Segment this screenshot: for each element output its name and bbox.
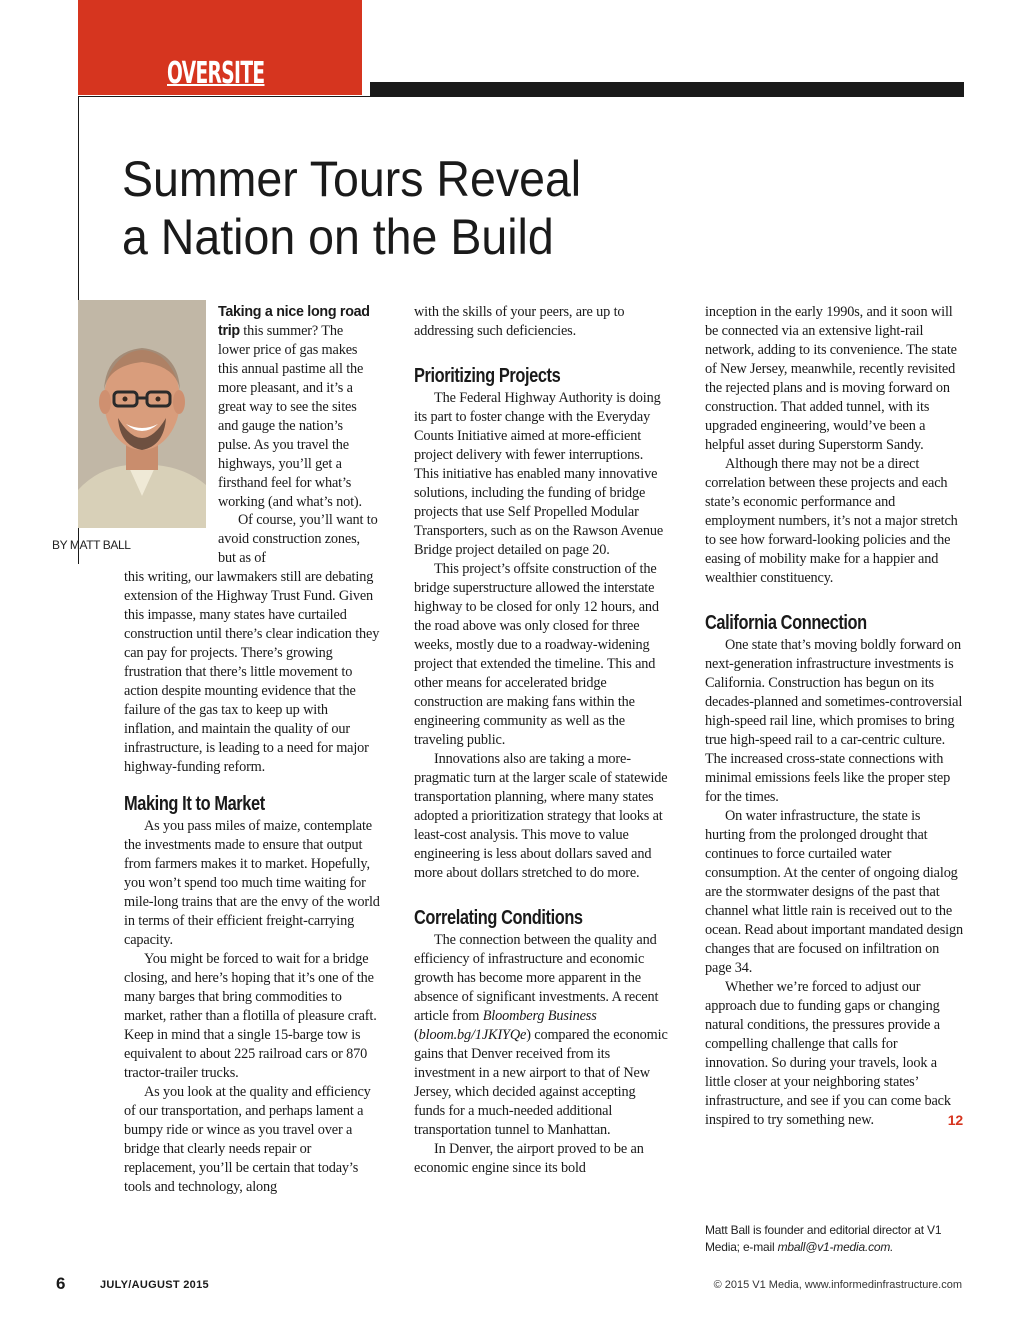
section-title: OVERSITE — [167, 56, 265, 91]
paragraph: Of course, you’ll want to avoid construction zones, but as of — [218, 512, 378, 566]
text: ( — [414, 1027, 419, 1043]
paragraph: In Denver, the airport proved to be an economic engine since its bold — [414, 1141, 644, 1176]
paragraph: with the skills of your peers, are up to addressing such deficiencies. — [414, 304, 625, 339]
column-2 — [414, 303, 668, 1178]
bio-text: Matt Ball is founder and editorial director at V1 Media; e-mail — [705, 1223, 942, 1254]
article-link[interactable]: bloom.bg/1JKIYQe — [418, 1027, 527, 1043]
subhead-making-it-to-market: Making It to Market — [124, 793, 265, 815]
subhead-correlating-conditions: Correlating Conditions — [414, 907, 583, 929]
column-1-mid — [218, 511, 378, 568]
paragraph: As you pass miles of maize, contemplate the investments made to ensure that output from farmers makes it to market. Hopefully, you won’t spend too much time waiting for mile-long trains that are the envy of the world in terms of their efficient freight-carrying capacity. — [124, 818, 380, 948]
intro-text: this summer? The lower price of gas makes this annual pastime all the more pleasant, and it’s a great way to see the sites and gauge the nation’s pulse. As you travel the highways, you’ll get a firsthand feel for what’s working (and what’s not). — [218, 323, 364, 510]
paragraph: You might be forced to wait for a bridge closing, and here’s hoping that it’s one of the many barges that bring commodities to market, rather than a flotilla of pleasure craft. Keep in mind that a single 15-barge tow is equivalent to about 225 railroad cars or 870 tractor-trailer trucks. — [124, 951, 377, 1081]
paragraph: Innovations also are taking a more-pragmatic turn at the larger scale of statewide transportation planning, where many states adopted a prioritization strategy that looks at least-cost analysis. This move to value engineering is less about dollars saved and more about dollars stretched to do more. — [414, 751, 668, 881]
text: The connection between the quality and efficiency of infrastructure and economic growth has become more apparent in the absence of significant investments. A recent article from — [414, 932, 659, 1024]
end-mark: 12 — [947, 1112, 963, 1128]
paragraph — [705, 978, 963, 1130]
paragraph: On water infrastructure, the state is hurting from the prolonged drought that continues to force curtailed water consumption. At the center of ongoing dialog are the stormwater designs of the past that channel what little rain is received out to the ocean. Read about important mandated design changes that are focused on infiltration on page 34. — [705, 808, 963, 976]
subhead-prioritizing-projects: Prioritizing Projects — [414, 365, 561, 387]
paragraph: This project’s offsite construction of the bridge superstructure allowed the interstate highway to be closed for only 12 hours, and the road above was only closed for three weeks, mostly due to a roadway-widening project that extended the timeline. This and other means for accelerated bridge construction are making fans within the engineering community as well as the traveling public. — [414, 561, 659, 748]
paragraph: One state that’s moving boldly forward on next-generation infrastructure investments is California. Construction has begun on its decades-planned and sometimes-controversial high-speed rail line, which promises to bring true high-speed rail to a car-centric culture. The increased cross-state connections with minimal emissions feels like the proper step for the times. — [705, 637, 963, 805]
headline-line-1: Summer Tours Reveal — [122, 151, 582, 207]
byline: BY MATT BALL — [52, 538, 131, 552]
author-photo — [78, 300, 206, 528]
paragraph: this writing, our lawmakers still are debating extension of the Highway Trust Fund. Given this impasse, many states have curtailed construction until there’s clear indication they can pay for projects. There’s growing frustration that there’s little movement to action despite mounting evidence that the failure of the gas tax to keep up with inflation, and maintain the quality of our infrastructure, is leading to a need for major highway-funding reform. — [124, 569, 380, 775]
subhead-california-connection: California Connection — [705, 612, 867, 634]
author-bio — [705, 1222, 963, 1256]
email-link[interactable]: mball@v1-media.com. — [777, 1240, 894, 1254]
text: Whether we’re forced to adjust our approach due to funding gaps or changing natural conditions, the pressures provide a compelling challenge that calls for innovation. So during your travels, look a little closer at your neighboring states’ infrastructure, and see if you can come back inspired to try something new. — [705, 979, 951, 1128]
column-1-top — [218, 303, 378, 512]
paragraph: The Federal Highway Authority is doing its part to foster change with the Everyday Counts Initiative aimed at more-efficient project delivery with fewer interruptions. This initiative has enabled many innovative solutions, including the funding of bridge projects that use Self Propelled Modular Transporters, such as on the Rawson Avenue Bridge project detailed on page 20. — [414, 390, 664, 558]
paragraph: Although there may not be a direct correlation between these projects and each state’s economic performance and employment numbers, it’s not a major stretch to see how forward-looking policies and the easing of mobility make for a happier and wealthier constituency. — [705, 456, 958, 586]
paragraph: inception in the early 1990s, and it soon will be connected via an extensive light-rail network, adding to its convenience. The state of New Jersey, meanwhile, recently revisited the rejected plans and is moving forward on construction. That added tunnel, with its upgraded engineering, would’ve been a helpful asset during Superstorm Sandy. — [705, 304, 957, 453]
intro-paragraph — [218, 303, 378, 512]
issue-date: JULY/AUGUST 2015 — [100, 1279, 209, 1291]
column-3 — [705, 303, 963, 1130]
publication-name: Bloomberg Business — [482, 1008, 597, 1024]
page-number: 6 — [56, 1274, 66, 1293]
paragraph — [414, 931, 668, 1140]
lead-in: Taking a nice long road trip — [218, 304, 370, 339]
headline — [122, 150, 699, 266]
text: ) compared the economic gains that Denver received from its investment in a new airport to that of New Jersey, which decided against accepting funds for a much-needed additional transportation tunnel to Manhattan. — [414, 1027, 668, 1138]
headline-line-2: a Nation on the Build — [122, 209, 554, 265]
column-1 — [124, 568, 380, 1197]
copyright: © 2015 V1 Media, www.informedinfrastructure.com — [713, 1279, 962, 1291]
header-rule — [78, 96, 964, 97]
header-bar — [370, 82, 964, 96]
paragraph: As you look at the quality and efficiency of our transportation, and perhaps lament a bumpy ride or wince as you travel over a bridge that clearly needs repair or replacement, you’ll be certain that today’s tools and technology, along — [124, 1084, 371, 1195]
